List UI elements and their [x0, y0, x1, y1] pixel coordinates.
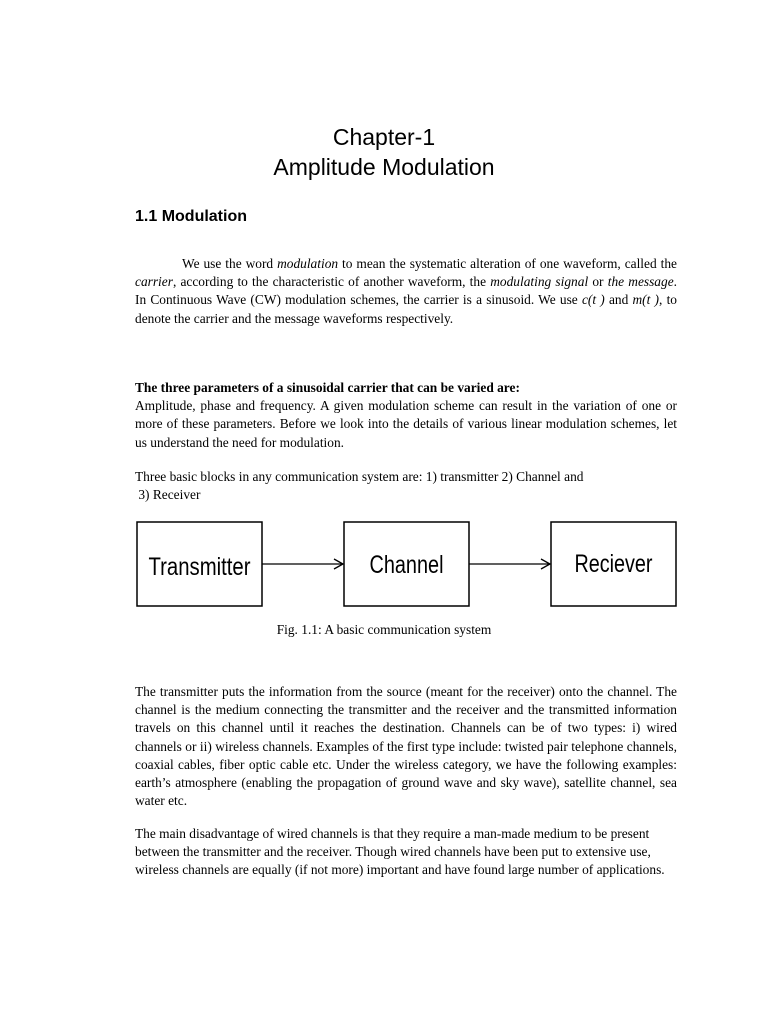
term-carrier: carrier	[135, 274, 173, 290]
chapter-number: Chapter-1	[332, 124, 436, 150]
channel-label: Channel	[369, 551, 444, 579]
blocks-line-2: 3) Receiver	[135, 487, 201, 503]
math-carrier: c(t )	[581, 292, 605, 308]
parameters-heading: The three parameters of a sinusoidal carrier that can be varied are:	[135, 380, 520, 395]
transmitter-label: Transmitter	[148, 553, 251, 581]
figure-caption: Fig. 1.1: A basic communication system	[276, 622, 492, 637]
term-message: the message	[607, 274, 674, 290]
wired-disadvantage-paragraph: The main disadvantage of wired channels is that they require a man-made medium to be present between the transmitter and the receiver. Though wired channels have been put to extensive use, wireless channels are equally (if not more) important and have found large number of applications.	[135, 826, 665, 878]
chapter-name: Amplitude Modulation	[273, 154, 495, 180]
parameters-body: Amplitude, phase and frequency. A given modulation scheme can result in the variation of one or more of these parameters. Before we look into the details of various linear modulation schemes, let us understand the need for modulation.	[135, 398, 677, 450]
channel-paragraph: The transmitter puts the information from the source (meant for the receiver) onto the channel. The channel is the medium connecting the transmitter and the receiver and the transmitted information travels on this channel until it reaches the destination. Channels can be of two types: i) wired channels or ii) wireless channels. Examples of the first type include: twisted pair telephone channels, coaxial cables, fiber optic cable etc. Under the wireless category, we have the following examples: earth’s atmosphere (enabling the propagation of ground wave and sky wave), satellite channel, sea water etc.	[135, 684, 677, 809]
receiver-label: Reciever	[574, 550, 653, 578]
term-modulating-signal: modulating signal	[490, 274, 589, 290]
section-heading: 1.1 Modulation	[135, 208, 247, 225]
blocks-line-1: Three basic blocks in any communication system are: 1) transmitter 2) Channel and	[135, 469, 584, 484]
intro-paragraph: We use the word modulation to mean the systematic alteration of one waveform, called the carrier, according to the characteristic of another waveform, the modulating signal or the message. In Continuous Wave (CW) modulation schemes, the carrier is a sinusoid. We use c(t ) and m(t ), to denote the carrier and the message waveforms respectively.	[135, 256, 677, 326]
term-modulation: modulation	[277, 256, 339, 271]
math-message: m(t )	[632, 292, 660, 308]
